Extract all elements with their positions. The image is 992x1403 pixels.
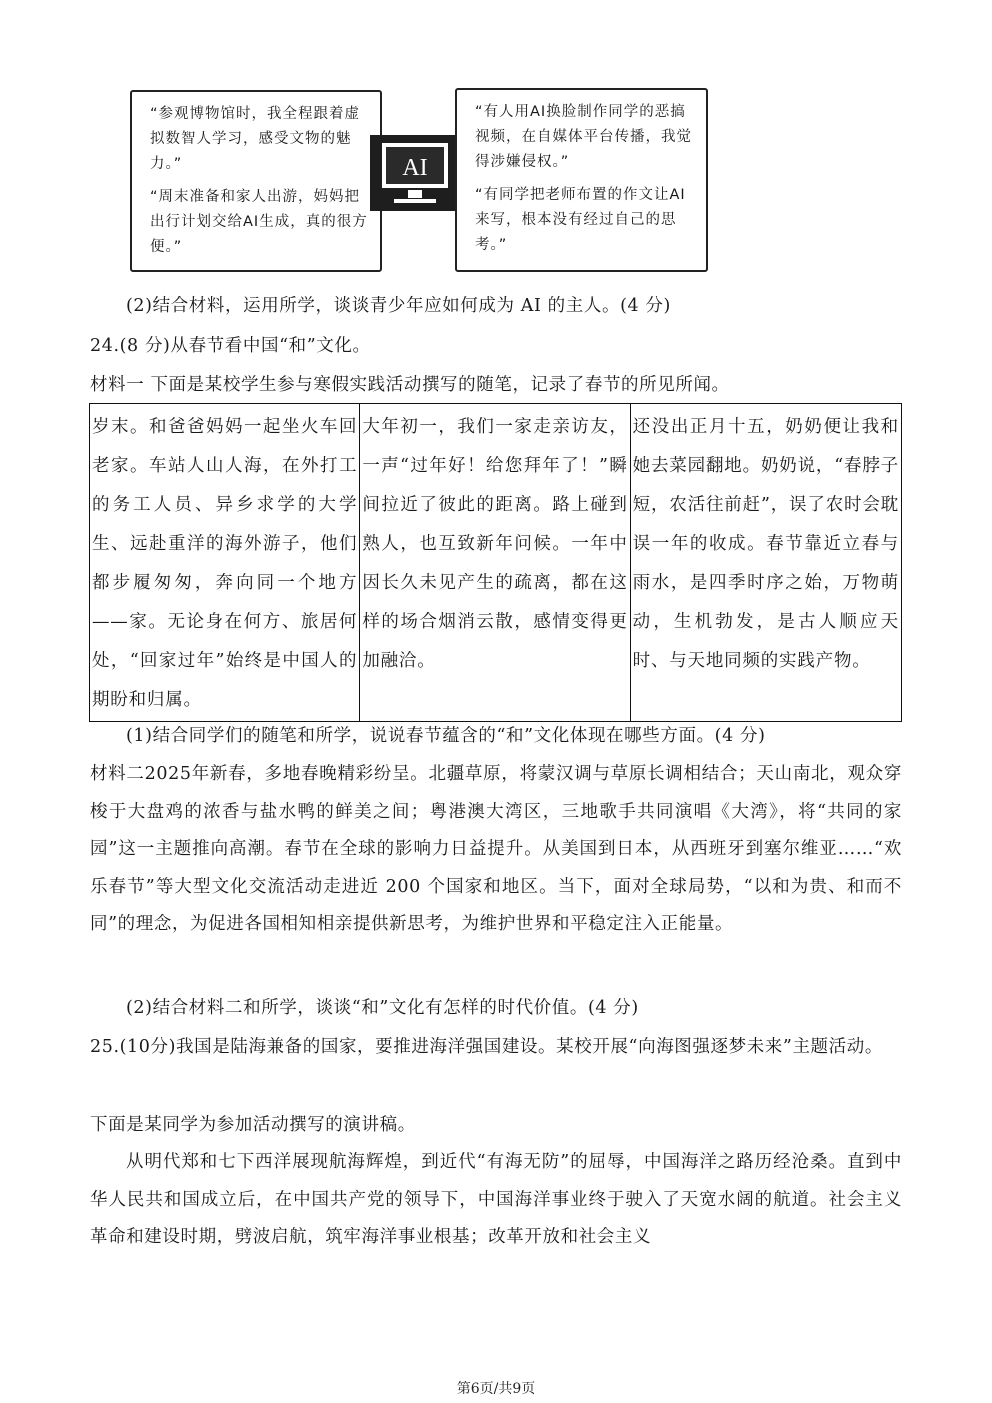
left-quote-box (130, 90, 382, 272)
left-quote-1: “参观博物馆时，我全程跟着虚拟数智人学习，感受文物的魅力。” (150, 106, 361, 172)
ai-monitor-icon (368, 133, 462, 215)
right-quote-2: “有同学把老师布置的作文让AI来写，根本没有经过自己的思考。” (475, 187, 686, 253)
right-quote-1: “有人用AI换脸制作同学的恶搞视频，在自媒体平台传播，我觉得涉嫌侵权。” (475, 104, 692, 170)
monitor-label: AI (402, 155, 428, 181)
q24-material2: 材料二2025年新春，多地春晚精彩纷呈。北疆草原，将蒙汉调与草原长调相结合；天山南北，观众穿梭于大盘鸡的浓香与盐水鸭的鲜美之间；粤港澳大湾区，三地歌手共同演唱《大湾》，将“共同的家园”这一主题推向高潮。春节在全球的影响力日益提升。从美国到日本，从西班牙到塞尔维亚……“欢乐春节”等大型文化交流活动走进近 200 个国家和地区。当下，面对全球局势，“以和为贵、和而不同”的理念，为促进各国相知相亲提供新思考，为维护世界和平稳定注入正能量。 (90, 764, 902, 934)
diary-cell-2: 大年初一，我们一家走亲访友，一声“过年好！给您拜年了！”瞬间拉近了彼此的距离。路上碰到熟人，也互致新年问候。一年中因长久未见产生的疏离，都在这样的场合烟消云散，感情变得更加融洽。 (360, 404, 630, 721)
diary-cell-1: 岁末。和爸爸妈妈一起坐火车回老家。车站人山人海，在外打工的务工人员、异乡求学的大学生、远赴重洋的海外游子，他们都步履匆匆，奔向同一个地方——家。无论身在何方、旅居何处，“回家过年”始终是中国人的期盼和归属。 (90, 404, 360, 721)
q23-sub2: (2)结合材料，运用所学，谈谈青少年应如何成为 AI 的主人。(4 分) (126, 296, 671, 316)
q25-title: 25.(10分)我国是陆海兼备的国家，要推进海洋强国建设。某校开展“向海图强逐梦未来”主题活动。 (90, 1037, 883, 1057)
diary-cell-3: 还没出正月十五，奶奶便让我和她去菜园翻地。奶奶说，“春脖子短，农活往前赶”，误了农时会耽误一年的收成。春节靠近立春与雨水，是四季时序之始，万物萌动，生机勃发，是古人顺应天时、与天地同频的实践产物。 (632, 417, 899, 671)
q24-title: 24.(8 分)从春节看中国“和”文化。 (90, 336, 371, 356)
q24-material1-intro: 材料一 下面是某校学生参与寒假实践活动撰写的随笔，记录了春节的所见所闻。 (90, 375, 730, 395)
q25-speech: 从明代郑和七下西洋展现航海辉煌，到近代“有海无防”的屈辱，中国海洋之路历经沧桑。直到中华人民共和国成立后，在中国共产党的领导下，中国海洋事业终于驶入了天宽水阔的航道。社会主义革命和建设时期，劈波启航，筑牢海洋事业根基；改革开放和社会主义 (90, 1152, 902, 1247)
left-quote-2: “周末准备和家人出游，妈妈把出行计划交给AI生成，真的很方便。” (150, 189, 368, 255)
q24-sub1: (1)结合同学们的随笔和所学，说说春节蕴含的“和”文化体现在哪些方面。(4 分) (126, 726, 766, 746)
q24-sub2: (2)结合材料二和所学，谈谈“和”文化有怎样的时代价值。(4 分) (126, 998, 639, 1018)
right-quote-box (455, 88, 708, 272)
diary-table (89, 403, 902, 722)
page-footer: 第6页/共9页 (456, 1381, 536, 1397)
q25-intro: 下面是某同学为参加活动撰写的演讲稿。 (90, 1115, 416, 1135)
